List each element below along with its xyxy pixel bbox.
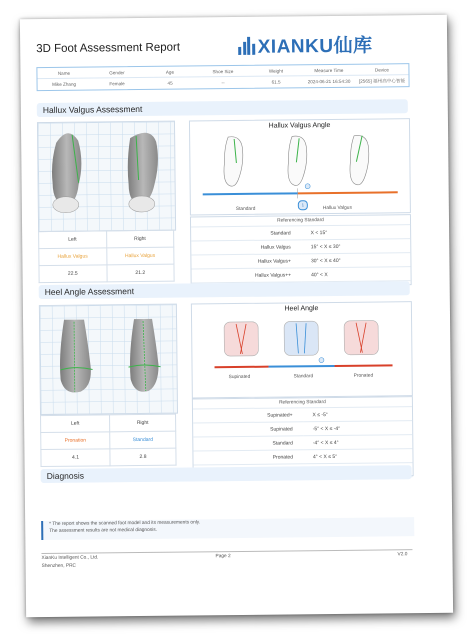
disclaimer-line: * The report shows the scanned foot model and its measurements only.: [49, 520, 201, 527]
heel-section-title: Heel Angle Assessment: [44, 286, 135, 298]
left-value: 22.5: [39, 265, 107, 283]
logo-text: XIANKU仙库: [257, 35, 373, 58]
standard-label: Hallux Valgus++: [192, 268, 302, 283]
standard-range: X < 15°: [301, 225, 411, 240]
footer-company: XianKu Intelligent Co., Ltd.: [41, 555, 99, 562]
hallux-values-table: [38, 230, 175, 283]
heel-diagrams-image: [192, 314, 412, 396]
standard-label: Standard: [193, 436, 303, 451]
right-status: Standard: [110, 431, 176, 449]
footer-page: Page 2: [215, 554, 231, 560]
info-value: [2565] 福州高中心智能: [358, 77, 406, 84]
standard-label: Pronated: [193, 450, 303, 465]
hallux-foot-scan-image: [38, 122, 175, 231]
right-value: 21.2: [106, 264, 174, 282]
left-status: Hallux Valgus: [39, 248, 107, 266]
standard-range: -4° < X ≤ 4°: [303, 435, 413, 450]
heel-section-header: [39, 281, 410, 299]
footer-city: Shenzhen, PRC: [41, 563, 77, 570]
heel-scale-supinated: Supinated: [228, 374, 251, 381]
standard-range: 30° < X ≤ 40°: [301, 253, 411, 268]
info-header: Device: [374, 66, 389, 73]
info-value: 61.5: [271, 79, 281, 85]
right-header: Right: [110, 414, 176, 432]
logo-bars-icon: [238, 35, 255, 55]
left-header: Left: [39, 231, 107, 249]
standard-range: 4° < X ≤ 5°: [303, 449, 413, 464]
standard-range: 40° < X: [301, 267, 411, 282]
info-header: Measure Time: [314, 67, 344, 73]
info-header: Shoe Size: [212, 68, 234, 74]
standard-range: 15° < X ≤ 30°: [301, 239, 411, 254]
footer-version: V2.0: [397, 552, 408, 558]
disclaimer-note: [41, 517, 414, 540]
right-header: Right: [106, 230, 174, 248]
heel-foot-model: [39, 304, 178, 415]
info-value: 45: [167, 80, 173, 86]
info-header: Weight: [268, 67, 284, 74]
hallux-standard-title: Referencing Standard: [191, 215, 410, 227]
heel-angle-chart: [191, 301, 413, 398]
standard-label: Standard: [191, 226, 301, 241]
hallux-foot-model: [37, 121, 176, 232]
diagnosis-section-header: [41, 465, 412, 483]
report-title: 3D Foot Assessment Report: [36, 41, 181, 56]
heel-foot-scan-image: [40, 305, 177, 414]
hallux-marker: 1: [298, 200, 308, 210]
standard-range: -5° < X ≤ -4°: [303, 421, 413, 436]
brand-logo: [238, 32, 373, 57]
hallux-standard-table: [190, 214, 412, 287]
standard-label: Hallux Valgus: [191, 240, 301, 255]
info-value: 2024-06-21 16:54:30: [307, 78, 351, 84]
standard-label: Supinated+: [193, 408, 303, 423]
heel-values-table: [40, 414, 177, 467]
heel-chart-title: Heel Angle: [284, 305, 319, 313]
report-page: [20, 15, 453, 617]
info-value: Female: [109, 80, 125, 86]
heel-scale-pronated: Pronated: [353, 373, 374, 379]
right-value: 2.8: [110, 448, 176, 466]
patient-info-table: [36, 63, 409, 91]
diagnosis-title: Diagnosis: [46, 470, 85, 481]
left-header: Left: [41, 415, 110, 433]
hallux-scale-valgus: Hallux Valgus: [322, 205, 352, 212]
info-header: Gender: [109, 69, 125, 75]
hallux-section-title: Hallux Valgus Assessment: [42, 103, 143, 116]
info-value: Mike Zhang: [52, 81, 77, 87]
standard-range: X ≤ -5°: [302, 407, 412, 422]
hallux-chart-title: Hallux Valgus Angle: [268, 122, 331, 130]
info-header: Age: [165, 69, 175, 75]
info-header: Name: [57, 70, 71, 76]
hallux-section-header: [37, 99, 408, 117]
standard-label: Hallux Valgus+: [191, 254, 301, 269]
info-value: --: [221, 79, 225, 85]
disclaimer-line: The assessment results are not medical diagnosis.: [49, 527, 157, 534]
left-value: 4.1: [41, 449, 110, 467]
heel-standard-title: Referencing Standard: [193, 397, 412, 409]
hallux-angle-chart: [189, 118, 411, 215]
hallux-scale-standard: Standard: [235, 206, 256, 213]
left-status: Pronation: [41, 432, 110, 450]
right-status: Hallux Valgus: [106, 247, 174, 265]
heel-scale-standard: Standard: [293, 374, 314, 380]
standard-label: Supinated: [193, 422, 303, 437]
